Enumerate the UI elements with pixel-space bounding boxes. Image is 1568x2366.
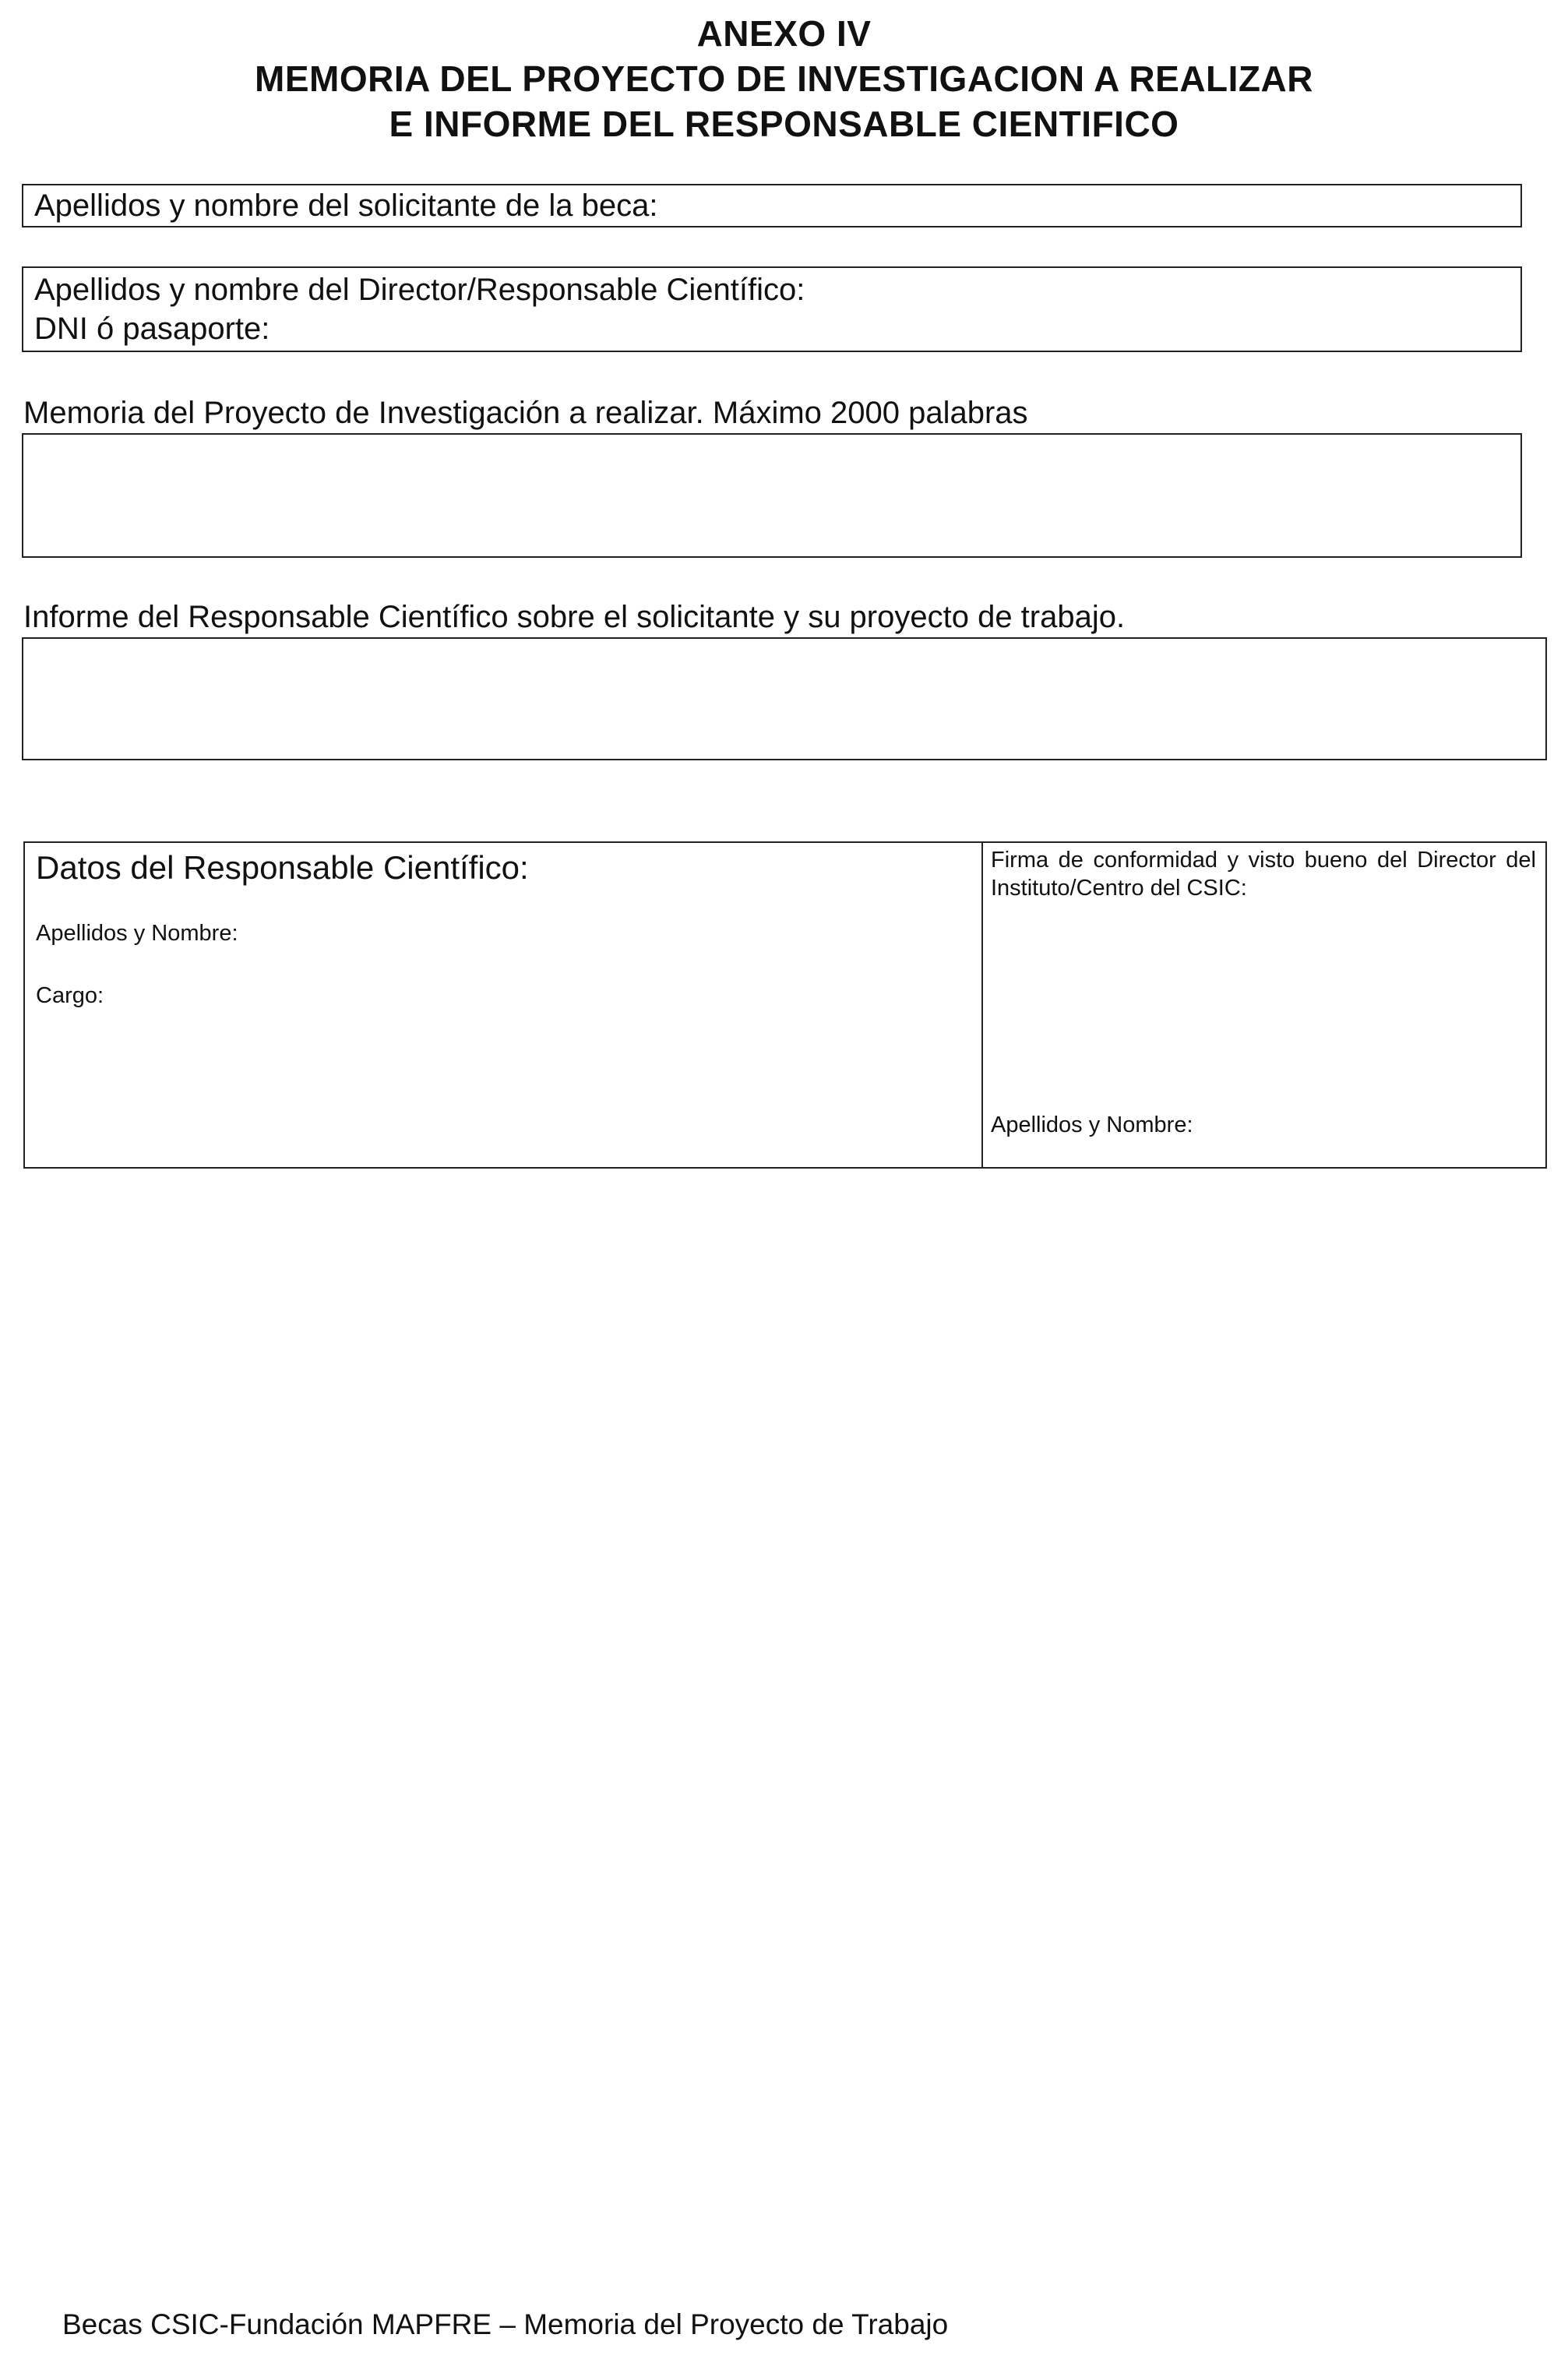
responsable-title: Datos del Responsable Científico: <box>36 849 529 886</box>
director-name-label: Apellidos y nombre del Director/Responsable Científico: <box>34 273 805 307</box>
document-title: MEMORIA DEL PROYECTO DE INVESTIGACION A REALIZAR <box>255 58 1313 99</box>
applicant-field[interactable] <box>22 184 1522 227</box>
informe-label: Informe del Responsable Científico sobre el solicitante y su proyecto de trabajo. <box>23 600 1126 634</box>
table-divider <box>981 843 983 1167</box>
applicant-label: Apellidos y nombre del solicitante de la beca: <box>34 189 658 223</box>
responsable-name-label[interactable]: Apellidos y Nombre: <box>36 921 238 946</box>
signature-instructions: Firma de conformidad y visto bueno del Director del Instituto/Centro del CSIC: <box>991 848 1536 901</box>
memoria-label: Memoria del Proyecto de Investigación a realizar. Máximo 2000 palabras <box>23 396 1028 430</box>
director-signature-name-label[interactable]: Apellidos y Nombre: <box>991 1112 1193 1137</box>
page-footer: Becas CSIC-Fundación MAPFRE – Memoria del Proyecto de Trabajo <box>62 2308 949 2340</box>
director-field[interactable] <box>22 266 1522 352</box>
memoria-textarea[interactable] <box>22 433 1522 558</box>
annex-title: ANEXO IV <box>696 13 872 54</box>
director-id-label: DNI ó pasaporte: <box>34 312 270 346</box>
responsable-position-label[interactable]: Cargo: <box>36 983 104 1008</box>
document-subtitle: E INFORME DEL RESPONSABLE CIENTIFICO <box>389 104 1179 144</box>
informe-textarea[interactable] <box>22 637 1547 760</box>
